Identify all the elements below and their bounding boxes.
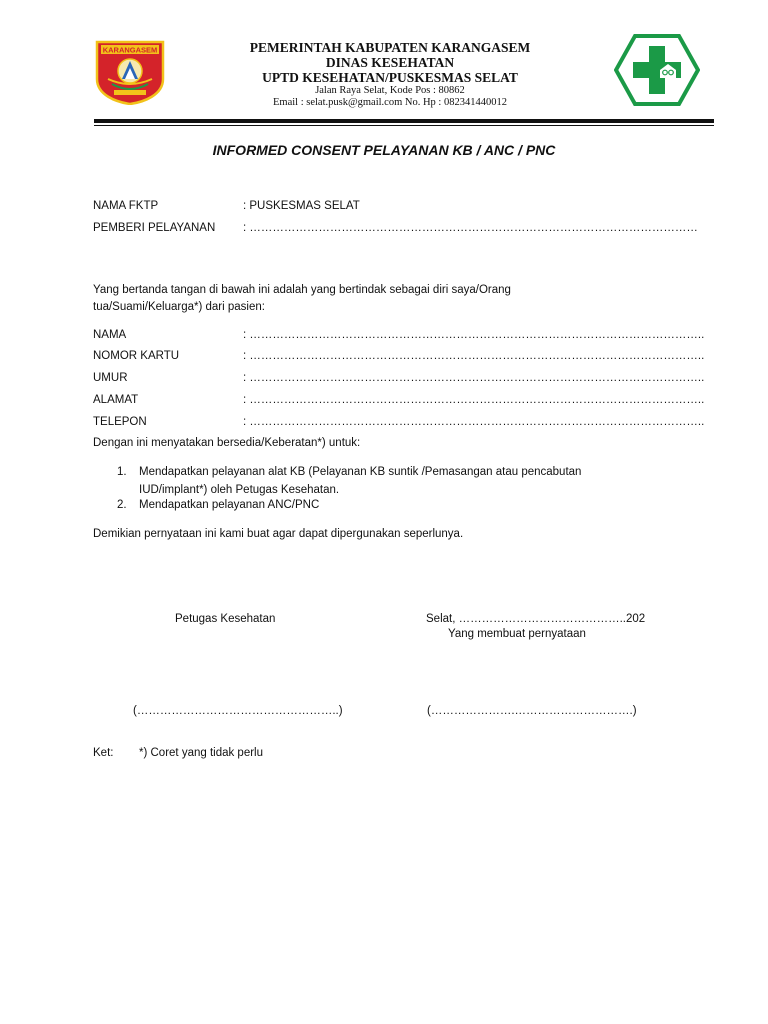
header-contact: Email : selat.pusk@gmail.com No. Hp : 082341440012 (273, 97, 507, 108)
provider-field[interactable]: : ……………………………………………………………………………………………………… (243, 222, 698, 234)
intro-line-1: Yang bertanda tangan di bawah ini adalah yang bertindak sebagai diri saya/Orang (93, 284, 511, 296)
place-date-field[interactable]: Selat, ……………………………………..202 (426, 613, 646, 625)
intro-line-2: tua/Suami/Keluarga*) dari pasien: (93, 301, 265, 313)
age-label: UMUR (93, 372, 128, 384)
address-field[interactable]: : ……………………………………………………………………………………………………….. (243, 394, 705, 406)
karangasem-emblem-logo (94, 39, 166, 105)
emblem-text: KARANGASEM (102, 45, 158, 55)
item-1-line-1: Mendapatkan pelayanan alat KB (Pelayanan KB suntik /Pemasangan atau pencabutan (139, 466, 582, 478)
provider-label: PEMBERI PELAYANAN (93, 222, 216, 234)
phone-field[interactable]: : ……………………………………………………………………………………………………….. (243, 416, 705, 428)
phone-label: TELEPON (93, 416, 147, 428)
address-label: ALAMAT (93, 394, 139, 406)
age-field[interactable]: : ……………………………………………………………………………………………………….. (243, 372, 705, 384)
health-officer-signature-line[interactable]: (……………………………………………..) (133, 705, 343, 717)
document-title: INFORMED CONSENT PELAYANAN KB / ANC / PNC (212, 142, 556, 158)
item-1-line-2: IUD/implant*) oleh Petugas Kesehatan. (139, 484, 340, 496)
header-department-name: DINAS KESEHATAN (325, 55, 455, 70)
header-address: Jalan Raya Selat, Kode Pos : 80862 (315, 85, 465, 96)
item-2-line-1: Mendapatkan pelayanan ANC/PNC (139, 499, 320, 511)
card-number-label: NOMOR KARTU (93, 350, 180, 362)
patient-name-field[interactable]: : ……………………………………………………………………………………………………….. (243, 329, 705, 341)
health-officer-title: Petugas Kesehatan (175, 613, 276, 625)
statement-text: Dengan ini menyatakan bersedia/Keberatan*) untuk: (93, 437, 361, 449)
note-text: *) Coret yang tidak perlu (139, 747, 264, 759)
item-2-number: 2. (117, 499, 127, 511)
note-label: Ket: (93, 747, 114, 759)
item-1-number: 1. (117, 466, 127, 478)
facility-name-value: : PUSKESMAS SELAT (243, 200, 360, 212)
header-unit-name: UPTD KESEHATAN/PUSKESMAS SELAT (262, 70, 518, 85)
closing-text: Demikian pernyataan ini kami buat agar dapat dipergunakan seperlunya. (93, 528, 464, 540)
header-divider-thin (94, 125, 714, 126)
puskesmas-logo (614, 34, 700, 106)
card-number-field[interactable]: : ……………………………………………………………………………………………………….. (243, 350, 705, 362)
header-divider-thick (94, 119, 714, 123)
facility-name-label: NAMA FKTP (93, 200, 159, 212)
declarant-title: Yang membuat pernyataan (448, 628, 586, 640)
header-government-name: PEMERINTAH KABUPATEN KARANGASEM (249, 40, 531, 55)
declarant-signature-line[interactable]: (………………….………………………….) (427, 705, 637, 717)
patient-name-label: NAMA (93, 329, 127, 341)
